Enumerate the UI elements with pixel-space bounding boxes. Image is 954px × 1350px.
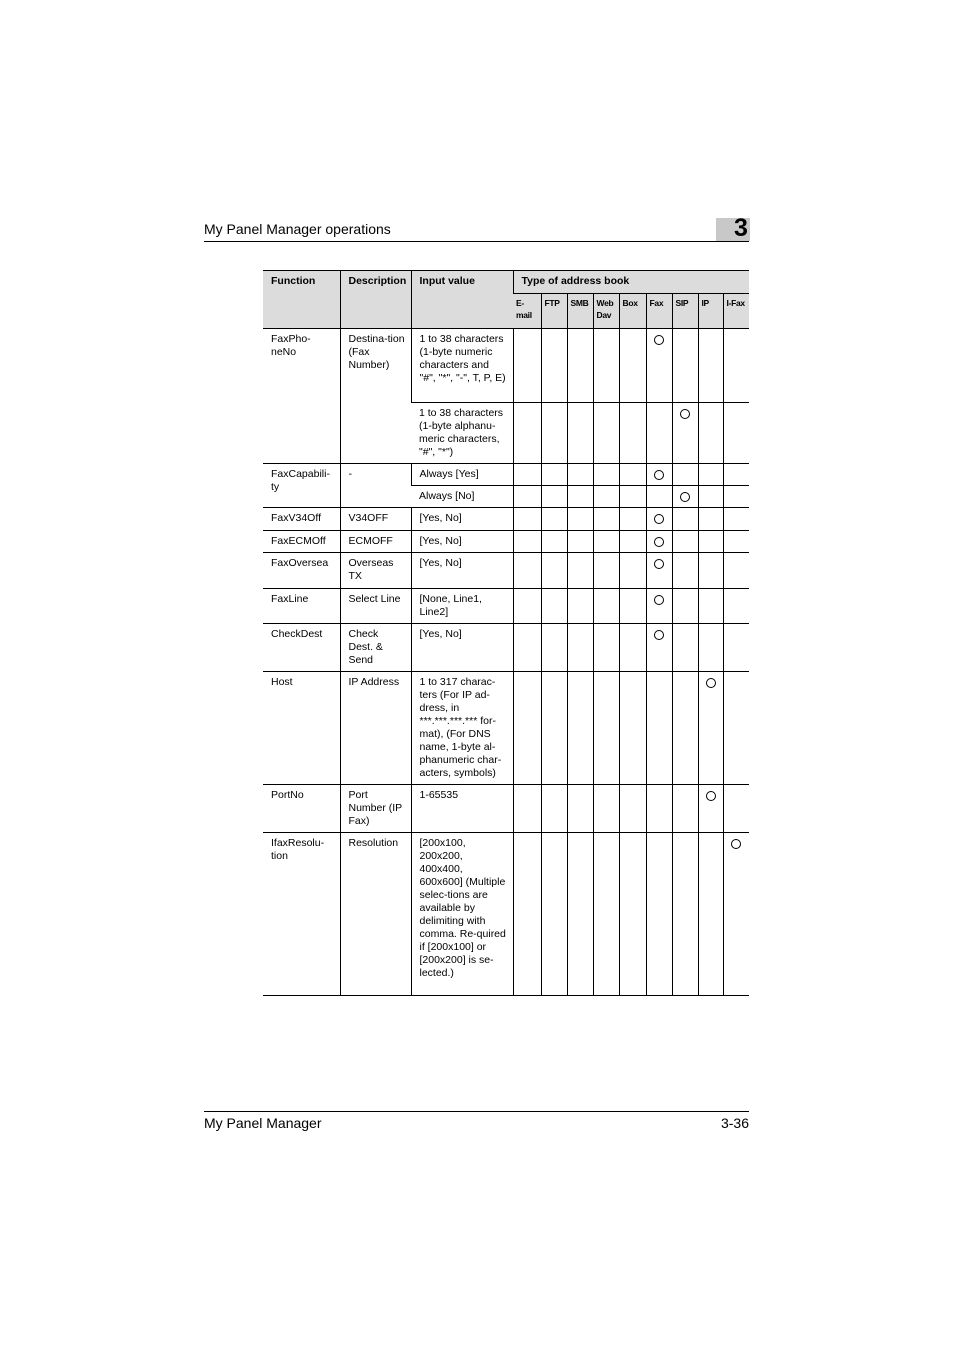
support-cell: [619, 329, 646, 403]
function-cell: FaxOversea: [263, 553, 340, 589]
support-cell: [541, 531, 567, 553]
support-cell: [646, 624, 672, 672]
support-cell: [593, 464, 619, 486]
support-cell: [672, 508, 698, 531]
support-cell: [619, 403, 646, 464]
header-type-box: Box: [619, 294, 646, 329]
support-cell: [541, 486, 567, 508]
support-cell: [619, 486, 646, 508]
support-cell: [672, 672, 698, 785]
supported-circle-icon: [654, 559, 664, 569]
support-cell: [513, 486, 541, 508]
function-cell: FaxV34Off: [263, 508, 340, 531]
table-row: [263, 508, 749, 531]
support-cell: [593, 329, 619, 403]
input-value-cell: [Yes, No]: [411, 553, 513, 589]
support-cell: [723, 464, 749, 486]
input-value-cell: Always [Yes]: [411, 464, 513, 486]
description-cell: Check Dest. & Send: [340, 624, 411, 672]
support-cell: [567, 833, 593, 996]
input-value-cell: 1-65535: [411, 785, 513, 833]
support-cell: [672, 486, 698, 508]
support-cell: [646, 403, 672, 464]
support-cell: [698, 785, 723, 833]
header-rule: [204, 241, 749, 242]
support-cell: [567, 329, 593, 403]
support-cell: [723, 508, 749, 531]
support-cell: [567, 624, 593, 672]
description-cell: ECMOFF: [340, 531, 411, 553]
support-cell: [513, 833, 541, 996]
support-cell: [646, 329, 672, 403]
support-cell: [541, 624, 567, 672]
support-cell: [698, 329, 723, 403]
support-cell: [698, 624, 723, 672]
support-cell: [723, 672, 749, 785]
support-cell: [619, 785, 646, 833]
table-row: [263, 833, 749, 996]
support-cell: [672, 329, 698, 403]
support-cell: [567, 508, 593, 531]
support-cell: [619, 589, 646, 624]
support-cell: [513, 785, 541, 833]
function-cell: PortNo: [263, 785, 340, 833]
support-cell: [646, 508, 672, 531]
header-description: Description: [340, 271, 411, 329]
support-cell: [698, 403, 723, 464]
supported-circle-icon: [706, 791, 716, 801]
support-cell: [567, 553, 593, 589]
header-input-value: Input value: [411, 271, 513, 329]
supported-circle-icon: [654, 335, 664, 345]
support-cell: [593, 624, 619, 672]
input-value-cell: [Yes, No]: [411, 624, 513, 672]
header-type-fax: Fax: [646, 294, 672, 329]
input-value-cell: [200x100, 200x200, 400x400, 600x600] (Multiple selec-tions are available by delimiting with comma. Re-quired if [200x100] or [200x200] is se-lected.): [411, 833, 513, 996]
support-cell: [672, 553, 698, 589]
support-cell: [619, 553, 646, 589]
support-cell: [723, 589, 749, 624]
table-row: [263, 589, 749, 624]
support-cell: [646, 833, 672, 996]
support-cell: [567, 403, 593, 464]
support-cell: [723, 486, 749, 508]
support-cell: [513, 464, 541, 486]
header-type-sip: SIP: [672, 294, 698, 329]
support-cell: [646, 589, 672, 624]
support-cell: [672, 624, 698, 672]
header-type-e-mail: E-mail: [513, 294, 541, 329]
page-header-title: My Panel Manager operations: [204, 221, 391, 237]
support-cell: [646, 464, 672, 486]
support-cell: [672, 403, 698, 464]
support-cell: [672, 833, 698, 996]
support-cell: [698, 486, 723, 508]
function-cell: IfaxResolu-tion: [263, 833, 340, 996]
description-cell: Select Line: [340, 589, 411, 624]
support-cell: [541, 833, 567, 996]
description-cell: IP Address: [340, 672, 411, 785]
support-cell: [646, 785, 672, 833]
support-cell: [723, 624, 749, 672]
support-cell: [698, 531, 723, 553]
support-cell: [619, 833, 646, 996]
supported-circle-icon: [654, 470, 664, 480]
address-book-function-table: [263, 270, 749, 996]
support-cell: [723, 403, 749, 464]
support-cell: [593, 531, 619, 553]
footer-rule: [204, 1111, 749, 1112]
support-cell: [541, 464, 567, 486]
support-cell: [698, 464, 723, 486]
support-cell: [619, 531, 646, 553]
header-type-i-fax: I-Fax: [723, 294, 749, 329]
support-cell: [646, 486, 672, 508]
description-cell: Port Number (IP Fax): [340, 785, 411, 833]
input-value-cell: [Yes, No]: [411, 531, 513, 553]
support-cell: [646, 672, 672, 785]
chapter-number: 3: [734, 214, 748, 242]
support-cell: [513, 403, 541, 464]
support-cell: [698, 553, 723, 589]
support-cell: [541, 329, 567, 403]
support-cell: [513, 531, 541, 553]
support-cell: [593, 486, 619, 508]
input-value-cell: [Yes, No]: [411, 508, 513, 531]
support-cell: [672, 785, 698, 833]
support-cell: [646, 531, 672, 553]
function-cell: FaxLine: [263, 589, 340, 624]
support-cell: [619, 624, 646, 672]
page-number: 3-36: [720, 1115, 749, 1131]
description-cell: -: [340, 464, 411, 508]
support-cell: [541, 672, 567, 785]
table-row: [263, 672, 749, 785]
support-cell: [541, 553, 567, 589]
function-cell: FaxPho-neNo: [263, 329, 340, 464]
header-address-book-type: Type of address book: [513, 271, 749, 294]
description-cell: V34OFF: [340, 508, 411, 531]
function-cell: CheckDest: [263, 624, 340, 672]
table-row: [263, 553, 749, 589]
support-cell: [567, 464, 593, 486]
supported-circle-icon: [680, 492, 690, 502]
support-cell: [698, 589, 723, 624]
description-cell: Destina-tion (Fax Number): [340, 329, 411, 464]
supported-circle-icon: [654, 514, 664, 524]
support-cell: [593, 553, 619, 589]
support-cell: [723, 531, 749, 553]
function-cell: FaxECMOff: [263, 531, 340, 553]
support-cell: [672, 464, 698, 486]
support-cell: [593, 785, 619, 833]
support-cell: [723, 785, 749, 833]
support-cell: [672, 589, 698, 624]
support-cell: [723, 833, 749, 996]
table-row: [263, 785, 749, 833]
supported-circle-icon: [706, 678, 716, 688]
support-cell: [698, 508, 723, 531]
support-cell: [513, 589, 541, 624]
input-value-cell: Always [No]: [411, 486, 513, 508]
supported-circle-icon: [654, 537, 664, 547]
header-type-ftp: FTP: [541, 294, 567, 329]
supported-circle-icon: [654, 595, 664, 605]
support-cell: [593, 833, 619, 996]
support-cell: [567, 589, 593, 624]
support-cell: [567, 785, 593, 833]
support-cell: [619, 508, 646, 531]
support-cell: [593, 403, 619, 464]
support-cell: [541, 508, 567, 531]
support-cell: [698, 833, 723, 996]
support-cell: [593, 672, 619, 785]
support-cell: [619, 672, 646, 785]
support-cell: [541, 589, 567, 624]
function-cell: FaxCapabili-ty: [263, 464, 340, 508]
support-cell: [698, 672, 723, 785]
support-cell: [646, 553, 672, 589]
input-value-cell: [None, Line1, Line2]: [411, 589, 513, 624]
input-value-cell: 1 to 317 charac-ters (For IP ad-dress, in ***.***.***.*** for-mat), (For DNS name, 1-byte al-phanumeric char-acters, symbols): [411, 672, 513, 785]
support-cell: [513, 624, 541, 672]
support-cell: [593, 589, 619, 624]
table-row: [263, 531, 749, 553]
support-cell: [513, 329, 541, 403]
header-type-smb: SMB: [567, 294, 593, 329]
supported-circle-icon: [654, 630, 664, 640]
support-cell: [567, 672, 593, 785]
input-value-cell: 1 to 38 characters (1-byte alphanu-meric characters, "#", "*"): [411, 403, 513, 464]
function-cell: Host: [263, 672, 340, 785]
support-cell: [723, 553, 749, 589]
support-cell: [513, 672, 541, 785]
support-cell: [513, 553, 541, 589]
support-cell: [619, 464, 646, 486]
supported-circle-icon: [680, 409, 690, 419]
header-type-ip: IP: [698, 294, 723, 329]
header-type-web-dav: Web Dav: [593, 294, 619, 329]
table-row: [263, 464, 749, 486]
description-cell: Resolution: [340, 833, 411, 996]
supported-circle-icon: [731, 839, 741, 849]
header-function: Function: [263, 271, 340, 329]
table-row: [263, 329, 749, 403]
description-cell: Overseas TX: [340, 553, 411, 589]
footer-title: My Panel Manager: [204, 1115, 322, 1131]
table-row: [263, 624, 749, 672]
support-cell: [593, 508, 619, 531]
support-cell: [567, 531, 593, 553]
support-cell: [541, 403, 567, 464]
support-cell: [672, 531, 698, 553]
support-cell: [541, 785, 567, 833]
support-cell: [723, 329, 749, 403]
input-value-cell: 1 to 38 characters (1-byte numeric characters and "#", "*", "-", T, P, E): [411, 329, 513, 403]
support-cell: [567, 486, 593, 508]
support-cell: [513, 508, 541, 531]
